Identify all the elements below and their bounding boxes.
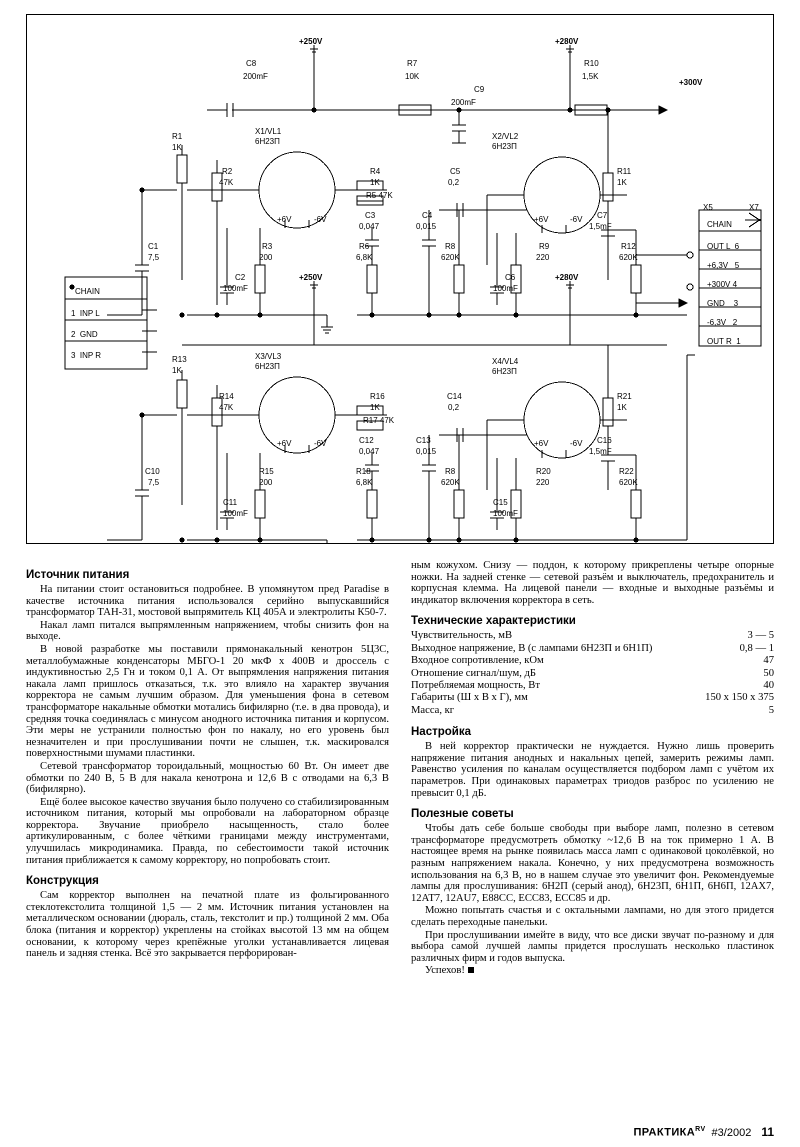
component-label: C15 [493, 498, 508, 507]
heading-specifications: Технические характеристики [411, 615, 576, 628]
component-label: 7,5 [148, 478, 160, 487]
paragraph: Ещё более высокое качество звучания было получено со стабилизированным источником питания, который мы опробовали на лабораторном образце корректора. Звучание приобрело насыщенность, стало более артикулированным, с более чёткими границами между инструментами, улучшилась микродинамика. Правда, по себестоимости такой источник питания приближается к самому корректору, но попробовать стоит. [26, 796, 389, 866]
component-label: R6 [359, 242, 370, 251]
component-label: -6V [314, 439, 327, 448]
component-label: X4/VL4 [492, 357, 519, 366]
component-label: 220 [536, 253, 550, 262]
component-label: R18 [356, 467, 371, 476]
spec-row [411, 692, 774, 704]
component-label: 200 [259, 253, 273, 262]
component-label: +6V [534, 215, 549, 224]
article-body [26, 560, 774, 978]
component-label: R16 [370, 392, 385, 401]
component-label: R4 [370, 167, 381, 176]
component-label: CHAIN [707, 220, 732, 229]
issue-number: #3/2002 [711, 1127, 752, 1139]
component-label: +300V 4 [707, 280, 738, 289]
component-label: 620K [619, 478, 638, 487]
component-label: 1K [617, 178, 627, 187]
spec-value: 47 [763, 655, 774, 667]
component-label: C7 [597, 211, 608, 220]
component-label: -6V [570, 439, 583, 448]
component-label: R8 [445, 242, 456, 251]
spec-value: 40 [763, 680, 774, 691]
spec-row [411, 705, 774, 717]
paragraph: При прослушивании имейте в виду, что все диски звучат по-разному и для выбора самой лучшей лампы придется прослушать несколько пластинок различных фирм и годов выпуска. [411, 929, 774, 964]
component-label: C14 [447, 392, 462, 401]
component-label: 100mF [493, 509, 518, 518]
component-label: C8 [246, 59, 257, 68]
component-label: 6Н23П [255, 362, 280, 371]
component-label: +6V [534, 439, 549, 448]
component-label: X5 [703, 203, 713, 212]
component-label: 100mF [493, 284, 518, 293]
left-column [26, 560, 389, 978]
spec-name: Габариты (Ш х В х Г), мм [411, 692, 528, 704]
component-label: R7 [407, 59, 418, 68]
component-label: 1 INP L [71, 309, 100, 318]
component-label: X2/VL2 [492, 132, 519, 141]
component-label: OUT R 1 [707, 337, 741, 346]
component-label: X1/VL1 [255, 127, 282, 136]
component-label: 1K [617, 403, 627, 412]
component-label: X3/VL3 [255, 352, 282, 361]
component-label: R17 47K [363, 416, 395, 425]
component-label: C11 [223, 498, 238, 507]
component-label: R14 [219, 392, 234, 401]
component-label: 1K [370, 403, 380, 412]
paragraph: Накал ламп питался выпрямленным напряжением, чтобы снизить фон на выходе. [26, 619, 389, 643]
spec-value: 50 [763, 667, 774, 679]
component-label: R1 [172, 132, 183, 141]
component-label: C13 [416, 436, 431, 445]
component-label: R11 [617, 167, 632, 176]
page-number: 11 [761, 1125, 774, 1139]
component-label: R15 [259, 467, 274, 476]
end-mark-icon [468, 967, 474, 973]
component-label: 0,047 [359, 447, 380, 456]
spec-row [411, 630, 774, 642]
component-label: R9 [539, 242, 550, 251]
component-label: +280V [555, 37, 579, 46]
component-label: C2 [235, 273, 246, 282]
component-label: +300V [679, 78, 703, 87]
closing-text: Успехов! [425, 965, 465, 977]
spec-row [411, 680, 774, 692]
component-label: 1,5mF [589, 222, 612, 231]
heading-tips: Полезные советы [411, 808, 514, 821]
component-label: R22 [619, 467, 634, 476]
component-label: 200mF [451, 98, 476, 107]
schematic-figure [26, 14, 774, 544]
component-label: GND 3 [707, 299, 739, 308]
paragraph: В новой разработке мы поставили прямонакальный кенотрон 5Ц3С, металлобумажные конденсаторы МБГО-1 20 мкФ х 400В и дроссель с индуктивностью 2,5 Гн и током 0,1 А. От выпрямления напряжения питания накала ламп пришлось отказаться, т.к. это влияло на характер звучания корректора не самым лучшим образом. Для уменьшения фона в сетевом трансформаторе накальные обмотки мотались бифилярно (т.е. в два провода), и средняя точка соединялась с минусом анодного источника питания и корпусом. Эти меры не устранили полностью фон по накалу, но его уровень был незначителен и при прослушивании почти не слышен, т.к. маскировался поверхностными шумами пластинки. [26, 643, 389, 760]
paragraph: Чтобы дать себе больше свободы при выборе ламп, полезно в сетевом трансформаторе предусмотреть обмотку ~12,6 В на ток примерно 1 А. В настоящее время на рынке появилась масса ламп с одинаковой цоколёвкой, но разным напряжением накала. Конечно, у них предусмотрена возможность использования на 6,3 В, но в нашем случае это увеличит фон. Рекомендуемые лампы для прослушивания: 6Н2П (серый анод), 6Н23П, 6Н1П, 6Н6П, 12АХ7, 12АТ7, 12AU7, Е88СС, ЕСС83, ЕСС85 и др. [411, 823, 774, 904]
component-label: +6,3V 5 [707, 261, 740, 270]
component-label: 2 GND [71, 330, 98, 339]
heading-power-supply: Источник питания [26, 569, 130, 581]
component-label: C3 [365, 211, 376, 220]
component-label: 6,8K [356, 478, 373, 487]
component-label: C9 [474, 85, 485, 94]
paragraph: В ней корректор практически не нуждается. Нужно лишь проверить напряжение питания анодных и накальных цепей, замерить режимы ламп. Равенство усиления по каналам осуществляется подбором ламп с учётом их параметров. При одинаковых параметрах триодов разброс по усилению не превысит 0,1 дБ. [411, 741, 774, 799]
component-label: C12 [359, 436, 374, 445]
paragraph: На питании стоит остановиться подробнее. В упомянутом пред Paradise в качестве источника питания использовался серийно выпускавшийся трансформатор ТАН-31, мостовой выпрямитель КЦ 405А и электролиты К50-7. [26, 584, 389, 619]
component-label: 47K [219, 403, 234, 412]
component-label: +280V [555, 273, 579, 282]
component-label: 1K [172, 143, 182, 152]
component-label: 0,2 [448, 178, 460, 187]
component-label: 6Н23П [492, 142, 517, 151]
paragraph-continuation: ным кожухом. Снизу — поддон, к которому прикреплены четыре опорные ножки. На задней стенке — сетевой разъём и выключатель, предохранитель и корпусная клемма. На лицевой панели — входные и выходные разъёмы и индикатор включения корректора в сеть. [411, 560, 774, 606]
spec-value: 5 [768, 704, 774, 716]
component-label: 100mF [223, 284, 248, 293]
component-label: R13 [172, 355, 187, 364]
component-label: 7,5 [148, 253, 160, 262]
component-label: 0,2 [448, 403, 460, 412]
right-column [411, 560, 774, 978]
component-label: 6Н23П [255, 137, 280, 146]
magazine-brand: $ПРАКТИКА^{RV}$ [633, 1126, 706, 1139]
component-label: C1 [148, 242, 159, 251]
heading-tuning: Настройка [411, 726, 471, 739]
component-label: 220 [536, 478, 550, 487]
schematic-drawing [27, 15, 773, 543]
component-label: 0,015 [416, 222, 437, 231]
component-label: C10 [145, 467, 160, 476]
component-label: 10K [405, 72, 420, 81]
component-label: C4 [422, 211, 433, 220]
component-label: 620K [441, 253, 460, 262]
specifications-list [411, 630, 774, 717]
spec-name: Входное сопротивление, кОм [411, 655, 544, 667]
spec-row [411, 655, 774, 667]
component-label: R10 [584, 59, 599, 68]
spec-value: 0,8 — 1 [739, 642, 774, 654]
component-label: +250V [299, 37, 323, 46]
component-label: 6Н23П [492, 367, 517, 376]
paragraph: Сетевой трансформатор тороидальный, мощностью 60 Вт. Он имеет две обмотки по 240 В, 5 В для накала кенотрона и 12,6 В с отводами на 6,3 В (бифилярно). [26, 760, 389, 796]
paragraph: Можно попытать счастья и с октальными лампами, но для этого придется сделать переходные панельки. [411, 905, 774, 928]
component-label: -6V [570, 215, 583, 224]
brand-superscript: RV [695, 1126, 706, 1134]
component-label: X7 [749, 203, 759, 212]
component-label: 6,8K [356, 253, 373, 262]
spec-name: Масса, кг [411, 704, 455, 716]
component-label: +250V [299, 273, 323, 282]
component-label: +6V [277, 215, 292, 224]
component-label: 47K [219, 178, 234, 187]
spec-value: 3 — 5 [747, 630, 774, 642]
component-label: R3 [262, 242, 273, 251]
paragraph-closing [411, 965, 774, 977]
component-label: -6V [314, 215, 327, 224]
component-label: R8 [445, 467, 456, 476]
page-footer [26, 1125, 774, 1139]
component-label: 0,047 [359, 222, 380, 231]
component-label: 1,5mF [589, 447, 612, 456]
component-label: +6V [277, 439, 292, 448]
spec-name: Отношение сигнал/шум, дБ [411, 667, 536, 679]
component-label: R21 [617, 392, 632, 401]
paragraph: Сам корректор выполнен на печатной плате из фольгированного стеклотекстолита толщиной 1,5 — 2 мм. Источник питания установлен на металлическом основании (дюраль, сталь, текстолит и пр.) толщиной 2 мм. Оба блока (питания и корректор) укреплены на стойках высотой 13 мм на общем основании, к которому через крепёжные уголки устанавливается лицевая панель и задняя стенка. Всё это закрывается перфорирован- [26, 890, 389, 960]
spec-row [411, 668, 774, 680]
component-label: C16 [597, 436, 612, 445]
component-label: 620K [619, 253, 638, 262]
component-label: 620K [441, 478, 460, 487]
component-label: R2 [222, 167, 233, 176]
component-label: 1,5K [582, 72, 599, 81]
spec-name: Выходное напряжение, В (с лампами 6Н23П и 6Н1П) [411, 642, 653, 654]
component-label: C5 [450, 167, 461, 176]
component-label: OUT L 6 [707, 242, 740, 251]
component-label: 3 INP R [71, 351, 102, 360]
component-label: 200 [259, 478, 273, 487]
component-label: 0,015 [416, 447, 437, 456]
component-label: R5 47K [366, 191, 393, 200]
component-label: R20 [536, 467, 551, 476]
spec-row [411, 643, 774, 655]
component-label: R12 [621, 242, 636, 251]
component-label: 1K [172, 366, 182, 375]
component-label: C6 [505, 273, 516, 282]
component-label: 1K [370, 178, 380, 187]
component-label: 200mF [243, 72, 268, 81]
spec-name: Потребляемая мощность, Вт [411, 680, 540, 691]
component-label: 100mF [223, 509, 248, 518]
component-label: -6,3V 2 [707, 318, 738, 327]
spec-name: Чувствительность, мВ [411, 630, 513, 642]
heading-construction: Конструкция [26, 875, 99, 888]
spec-value: 150 х 150 х 375 [705, 692, 774, 704]
component-label: CHAIN [75, 287, 100, 296]
